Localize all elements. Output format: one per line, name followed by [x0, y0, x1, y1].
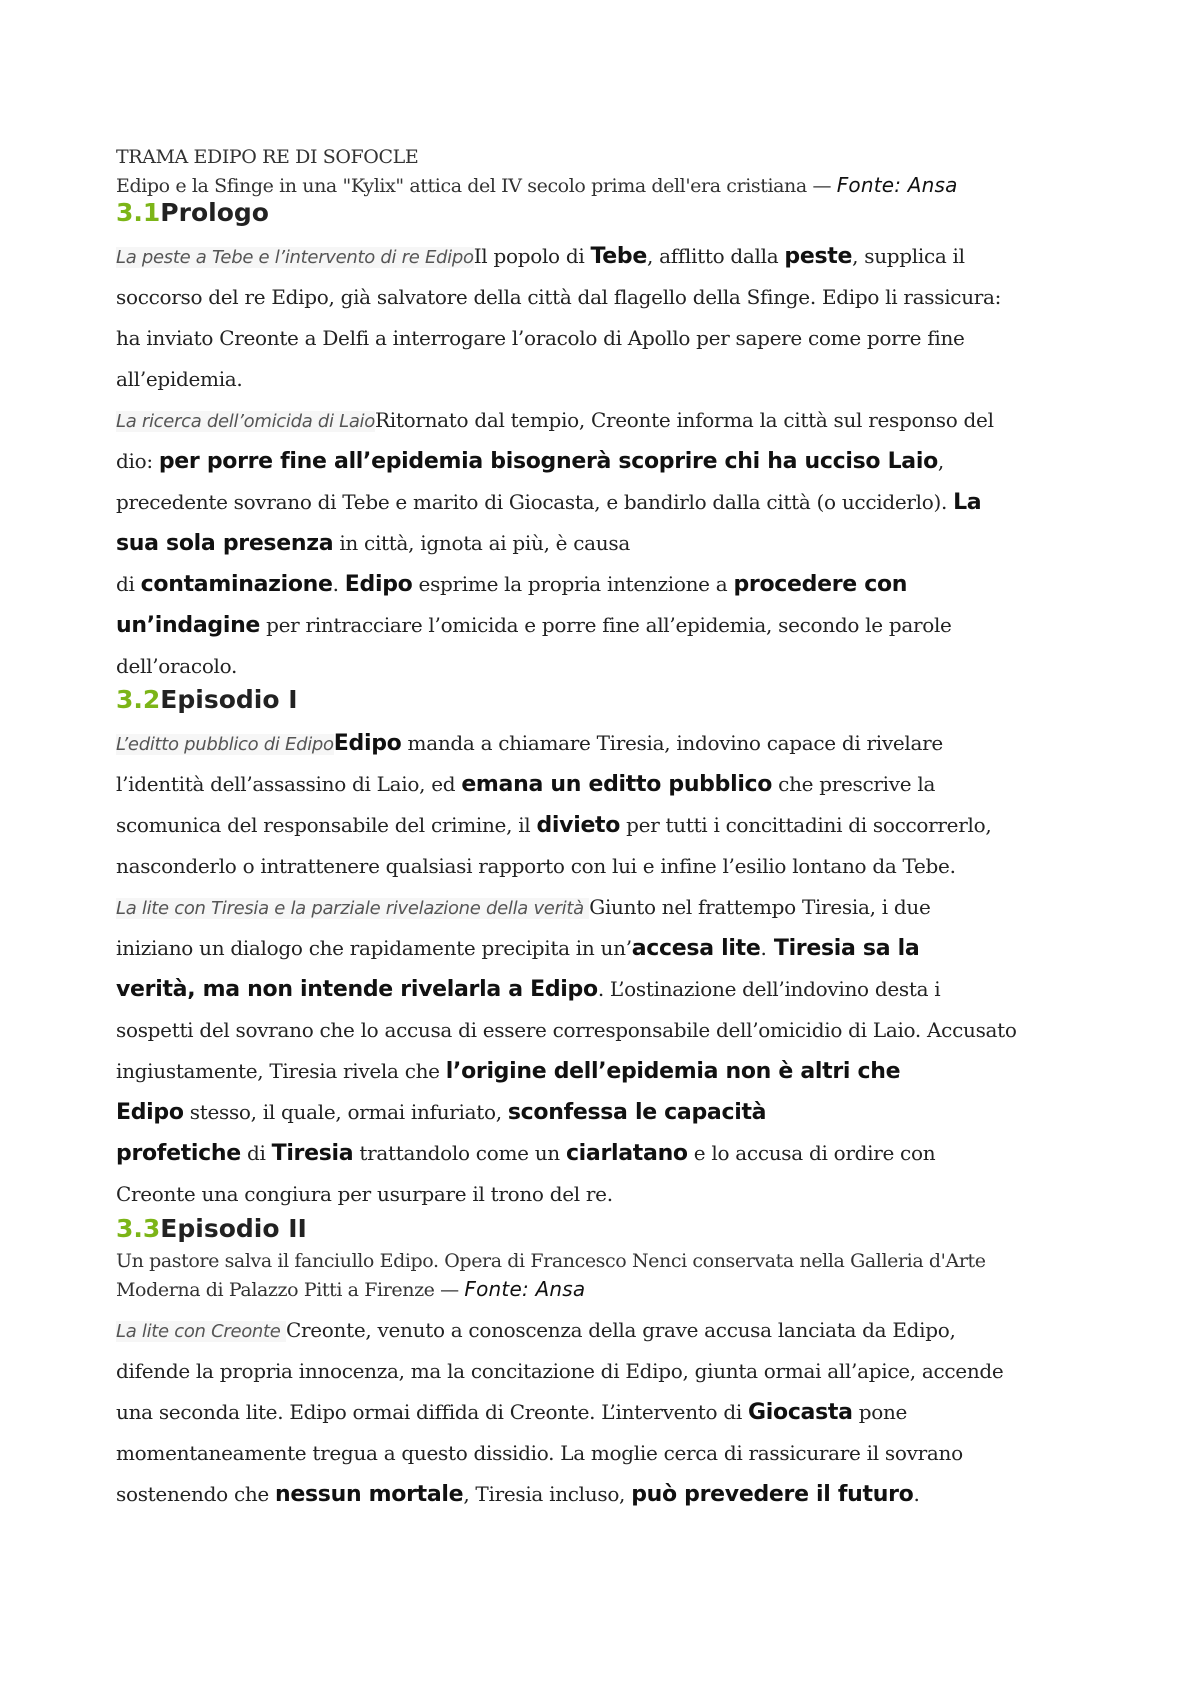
text-run: una seconda lite. Edipo ormai diffida di Creonte. L’intervento di	[116, 1400, 748, 1424]
bold-text: La	[953, 490, 982, 515]
inline-label: La lite con Creonte	[116, 1321, 286, 1342]
text-run: e lo accusa di ordire con	[687, 1141, 936, 1165]
body-line	[116, 731, 943, 756]
body-line	[116, 490, 981, 515]
body-line	[116, 1318, 956, 1342]
body-line	[116, 1141, 935, 1166]
body-line	[116, 1359, 1003, 1383]
body-line	[116, 654, 237, 678]
text-run: .	[913, 1482, 920, 1506]
bold-text: divieto	[536, 813, 621, 838]
bold-text: Edipo	[333, 731, 402, 756]
caption-text: Edipo e la Sfinge in una "Kylix" attica del IV secolo prima dell'era cristiana —	[116, 175, 837, 197]
body-line	[116, 895, 931, 919]
text-run: sospetti del sovrano che lo accusa di essere corresponsabile dell’omicidio di Laio. Accusato	[116, 1018, 1017, 1042]
text-run: dell’oracolo.	[116, 654, 238, 678]
bold-text: sua sola presenza	[116, 531, 334, 556]
text-run: , Tiresia incluso,	[463, 1482, 632, 1506]
text-run: all’epidemia.	[116, 367, 243, 391]
text-run: Il popolo di	[473, 244, 591, 268]
text-run: ha inviato Creonte a Delfi a interrogare l’oracolo di Apollo per sapere come porre fine	[116, 326, 965, 350]
inline-label: La peste a Tebe e l’intervento di re Edipo	[116, 247, 474, 268]
text-run: stesso, il quale, ormai infuriato,	[183, 1100, 508, 1124]
inline-label: La lite con Tiresia e la parziale rivelazione della verità	[116, 898, 590, 919]
bold-text: Edipo	[344, 572, 413, 597]
bold-text: nessun mortale	[275, 1482, 464, 1507]
body-line	[116, 367, 243, 391]
text-run: di	[240, 1141, 272, 1165]
bold-text: un’indagine	[116, 613, 261, 638]
section-number: 3.1	[116, 198, 161, 227]
image-caption-line-2	[116, 1277, 585, 1301]
bold-text: può prevedere il futuro	[631, 1482, 914, 1507]
body-line	[116, 1059, 900, 1084]
text-run: manda a chiamare Tiresia, indovino capace di rivelare	[401, 731, 943, 755]
image-caption-line-1: Un pastore salva il fanciullo Edipo. Opera di Francesco Nenci conservata nella Galleria d'Arte	[116, 1250, 986, 1272]
text-run: pone	[852, 1400, 908, 1424]
text-run: per tutti i concittadini di soccorrerlo,	[620, 813, 992, 837]
text-run: scomunica del responsabile del crimine, il	[116, 813, 537, 837]
text-run: in città, ignota ai più, è causa	[333, 531, 630, 555]
bold-text: procedere con	[733, 572, 908, 597]
section-number: 3.3	[116, 1214, 161, 1243]
bold-text: Edipo	[116, 1100, 184, 1125]
bold-text: accesa lite	[631, 936, 761, 961]
bold-text: peste	[784, 244, 853, 269]
section-title: Episodio I	[160, 685, 298, 714]
text-run: Ritornato dal tempio, Creonte informa la città sul responso del	[374, 408, 994, 432]
section-title: Episodio II	[160, 1214, 307, 1243]
section-heading-prologo	[116, 198, 269, 227]
text-run: , supplica il	[852, 244, 965, 268]
body-line	[116, 772, 935, 797]
text-run: precedente sovrano di Tebe e marito di Giocasta, e bandirlo dalla città (o ucciderlo).	[116, 490, 954, 514]
body-line	[116, 1482, 920, 1507]
body-line	[116, 285, 1001, 309]
text-run: .	[760, 936, 767, 960]
bold-text: sconfessa le capacità	[507, 1100, 767, 1125]
text-run: di	[116, 572, 141, 596]
text-run: , afflitto dalla	[646, 244, 785, 268]
caption-source: Fonte: Ansa	[836, 173, 958, 197]
section-number: 3.2	[116, 685, 161, 714]
image-caption	[116, 173, 958, 197]
body-line	[116, 1100, 766, 1125]
body-line	[116, 1441, 963, 1465]
text-run: . L’ostinazione dell’indovino desta i	[597, 977, 941, 1001]
section-heading-episodio-1	[116, 685, 298, 714]
bold-text: l’origine dell’epidemia non è altri che	[445, 1059, 901, 1084]
text-run: trattandolo come un	[353, 1141, 566, 1165]
text-run: momentaneamente tregua a questo dissidio. La moglie cerca di rassicurare il sovrano	[116, 1441, 963, 1465]
body-line	[116, 449, 944, 474]
text-run: ,	[937, 449, 944, 473]
bold-text: contaminazione	[140, 572, 333, 597]
text-run: nasconderlo o intrattenere qualsiasi rapporto con lui e infine l’esilio lontano da Tebe.	[116, 854, 956, 878]
text-run: Creonte, venuto a conoscenza della grave accusa lanciata da Edipo,	[286, 1318, 956, 1342]
inline-label: La ricerca dell’omicida di Laio	[116, 411, 375, 432]
bold-text: Tiresia sa la	[766, 936, 920, 961]
body-line	[116, 977, 940, 1002]
body-line	[116, 813, 991, 838]
document-title: TRAMA EDIPO RE DI SOFOCLE	[116, 146, 419, 168]
text-run: iniziano un dialogo che rapidamente precipita in un’	[116, 936, 632, 960]
text-run: dio:	[116, 449, 159, 473]
body-line	[116, 244, 965, 269]
body-line	[116, 531, 630, 556]
bold-text: emana un editto pubblico	[461, 772, 773, 797]
bold-text: Tebe	[590, 244, 647, 269]
bold-text: per porre fine all’epidemia bisognerà scoprire chi ha ucciso Laio	[158, 449, 938, 474]
text-run: per rintracciare l’omicida e porre fine all’epidemia, secondo le parole	[260, 613, 952, 637]
text-run: sostenendo che	[116, 1482, 276, 1506]
body-line	[116, 936, 919, 961]
text-run: ingiustamente, Tiresia rivela che	[116, 1059, 446, 1083]
body-line	[116, 326, 965, 350]
body-line	[116, 1018, 1017, 1042]
body-line	[116, 572, 907, 597]
text-run: l’identità dell’assassino di Laio, ed	[116, 772, 462, 796]
body-line	[116, 613, 952, 638]
section-heading-episodio-2	[116, 1214, 307, 1243]
bold-text: profetiche	[116, 1141, 241, 1166]
bold-text: verità, ma non intende rivelarla a Edipo	[116, 977, 598, 1002]
text-run: difende la propria innocenza, ma la concitazione di Edipo, giunta ormai all’apice, accende	[116, 1359, 1004, 1383]
text-run: esprime la propria intenzione a	[412, 572, 734, 596]
inline-label: L’editto pubblico di Edipo	[116, 734, 334, 755]
caption-source: Fonte: Ansa	[464, 1277, 586, 1301]
body-line	[116, 408, 994, 432]
text-run: Creonte una congiura per usurpare il trono del re.	[116, 1182, 613, 1206]
text-run: che prescrive la	[772, 772, 936, 796]
body-line	[116, 854, 956, 878]
bold-text: Giocasta	[748, 1400, 853, 1425]
text-run: Giunto nel frattempo Tiresia, i due	[589, 895, 931, 919]
bold-text: ciarlatano	[565, 1141, 688, 1166]
caption-text: Moderna di Palazzo Pitti a Firenze —	[116, 1279, 465, 1301]
bold-text: Tiresia	[271, 1141, 354, 1166]
text-run: soccorso del re Edipo, già salvatore della città dal flagello della Sfinge. Edipo li rassicura:	[116, 285, 1002, 309]
section-title: Prologo	[160, 198, 269, 227]
body-line	[116, 1400, 907, 1425]
text-run: .	[332, 572, 345, 596]
body-line	[116, 1182, 613, 1206]
